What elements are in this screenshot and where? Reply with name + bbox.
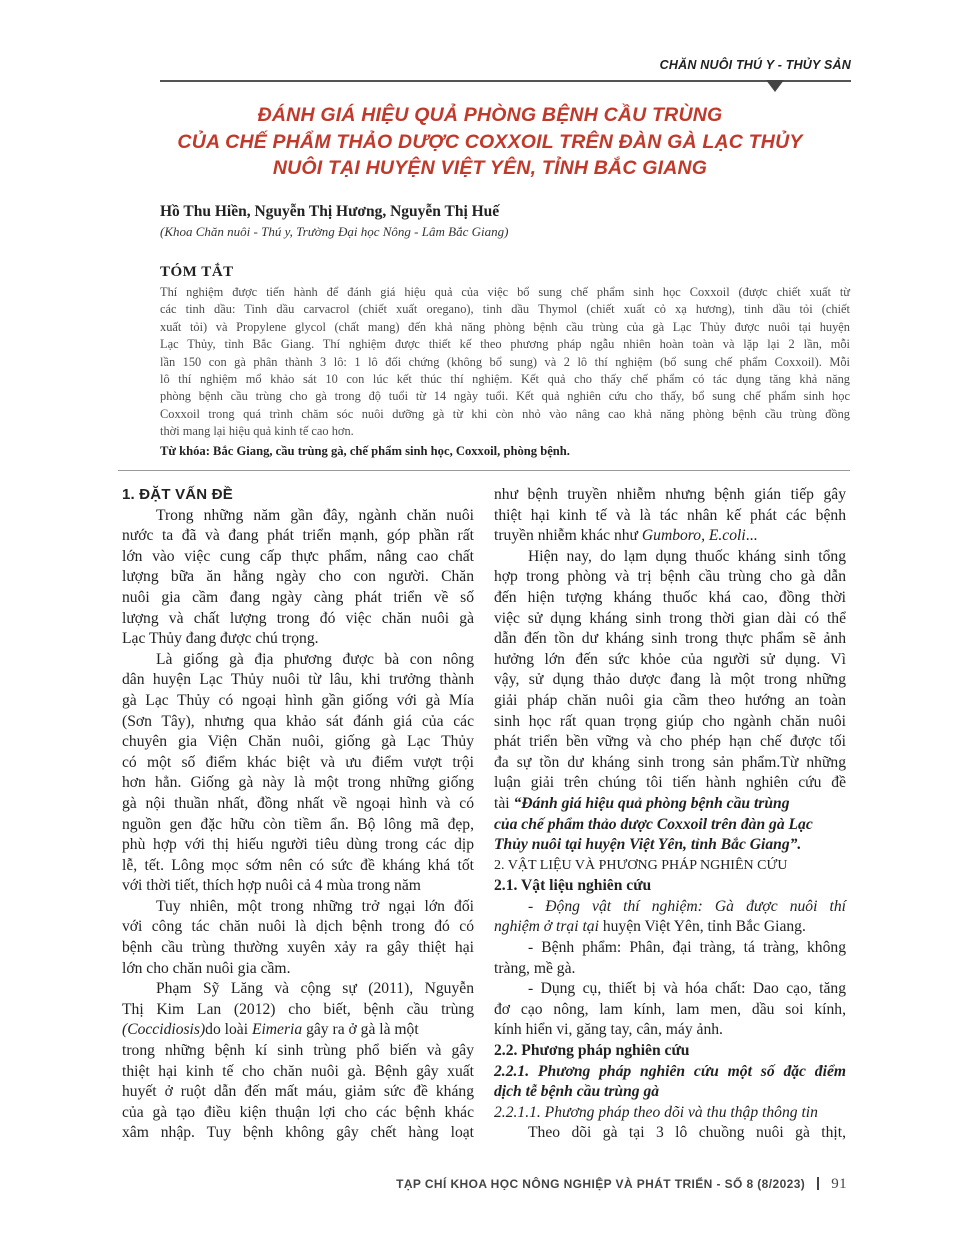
body-line: gà nội thuần nhất, đồng nhất về ngoại hình và có	[122, 794, 474, 812]
body-line: hợp trong phòng và trị bệnh cầu trùng cho gà dẫn	[494, 568, 846, 586]
abstract-divider	[118, 470, 850, 471]
text-run: ...	[745, 527, 758, 545]
body-line: với thời tiết, thích hợp nuôi cả 4 mùa trong năm	[122, 877, 421, 895]
body-line: đơ cạo nông, lam kính, lam men, dầu soi kính,	[494, 1000, 846, 1018]
study-title-quote: Thủy nuôi tại huyện Việt Yên, tỉnh Bắc Giang”.	[494, 836, 802, 854]
italic-term: Eimeria	[251, 1021, 303, 1039]
body-line: Trong những năm gần đây, ngành chăn nuôi	[156, 506, 474, 524]
body-line: xâm nhập. Tuy bệnh không gây chết hàng loạt	[122, 1124, 474, 1142]
body-line: thiệt hại kinh tế cho chăn nuôi gà. Bệnh gây xuất	[122, 1062, 474, 1080]
body-line: bệnh cầu trùng thường xuyên xảy ra gây thiệt hại	[122, 939, 474, 957]
body-line: lượng và chất lượng trong đó việc chăn nuôi gà	[122, 609, 474, 627]
study-title-quote: “Đánh giá hiệu quả phòng bệnh cầu trùng	[513, 794, 790, 812]
body-line: huyết ở ruột dẫn đến mất máu, giảm sức đề kháng	[122, 1083, 474, 1101]
abstract-line: lô thí nghiệm mổ khảo sát 10 con lúc kết thúc thí nghiệm. Kết quả cho thấy chế phẩm có tác dụng tăng khả năng	[160, 372, 850, 387]
italic-term: (Coccidiosis)	[122, 1021, 206, 1039]
body-line: đến hiện tượng kháng thuốc khá cao, đồng thời	[494, 588, 846, 606]
body-line: luận giải trên chúng tôi tiến hành nghiên cứu đề	[494, 774, 846, 792]
body-line: vậy, sử dụng thảo dược đang là một trong những	[494, 671, 846, 689]
body-line	[494, 526, 846, 547]
abstract-line: các tinh dầu: Tinh dầu carvacrol (chiết xuất oregano), tinh dầu Thymol (chiết xuất cỏ xạ hương), tinh dầu tỏi (chiết	[160, 302, 850, 317]
abstract-line: Coxxoil trong quá trình chăm sóc nuôi dưỡng gà từ khi còn nhỏ vào nâng cao khả năng phòng bệnh cầu trùng đồng	[160, 406, 850, 421]
body-line: thiệt hại kinh tế và là tác nhân kế phát các bệnh	[494, 506, 846, 524]
body-line: kính hiển vi, găng tay, cân, máy ảnh.	[494, 1021, 723, 1039]
body-line: có một số điểm khác biệt và ưu điểm vượt trội	[122, 753, 474, 771]
body-line	[494, 917, 846, 938]
abstract-line: Thí nghiệm được tiến hành để đánh giá hiệu quả của việc bổ sung chế phẩm sinh học Coxxoil (được chiết xuất từ	[160, 285, 850, 299]
author-list: Hồ Thu Hiền, Nguyễn Thị Hương, Nguyễn Thị Huế	[160, 203, 500, 220]
body-line: - Động vật thí nghiệm: Gà được nuôi thí	[528, 897, 846, 915]
body-line: (Sơn Tây), nhưng qua khảo sát đánh giá của các	[122, 712, 474, 730]
body-line: phù hợp với thị hiếu người tiêu dùng trong các dịp	[122, 836, 474, 854]
body-line: Theo dõi gà tại 3 lô chuồng nuôi gà thịt,	[528, 1124, 846, 1142]
page-footer	[396, 1176, 847, 1193]
body-line: - Bệnh phẩm: Phân, đại tràng, tá tràng, không	[528, 939, 846, 957]
subsection-heading-methods: 2.2. Phương pháp nghiên cứu	[494, 1042, 690, 1060]
footer-divider	[817, 1177, 819, 1190]
abstract-body	[160, 284, 850, 441]
section-heading-introduction: 1. ĐẶT VẤN ĐỀ	[122, 486, 233, 503]
section-heading-materials-methods: 2. VẬT LIỆU VÀ PHƯƠNG PHÁP NGHIÊN CỨU	[494, 857, 788, 873]
running-header-section: CHĂN NUÔI THÚ Y - THỦY SẢN	[659, 58, 851, 72]
body-line: với công tác chăn nuôi là dịch bệnh trong đó có	[122, 918, 474, 936]
body-line: việc sử dụng kháng sinh trong thời gian dài có thể	[494, 609, 846, 627]
body-line: sinh học rất quan trọng giúp cho ngành chăn nuôi	[494, 712, 846, 730]
page-number: 91	[831, 1176, 847, 1192]
body-line: dân huyện Lạc Thủy nuôi từ lâu, khi trưởng thành	[122, 671, 474, 689]
body-line: tràng, mề gà.	[494, 959, 576, 977]
italic-term: nghiệm ở trại tại	[494, 918, 599, 936]
keywords: Từ khóa: Bắc Giang, cầu trùng gà, chế phẩm sinh học, Coxxoil, phòng bệnh.	[160, 444, 570, 458]
body-line: Hiện nay, do lạm dụng thuốc kháng sinh tổng	[528, 547, 846, 565]
body-line: Thị Kim Lan (2012) cho biết, bệnh cầu trùng	[122, 1000, 474, 1018]
body-line: Là giống gà địa phương được bà con nông	[156, 650, 474, 668]
body-line: của gà tạo điều kiện thuận lợi cho các bệnh khác	[122, 1103, 474, 1121]
abstract-heading: TÓM TẮT	[160, 264, 234, 280]
body-line: lễ, tết. Lông mọc sớm nên có sức đề kháng khá tốt	[122, 856, 474, 874]
subsubsubsection-heading: 2.2.1.1. Phương pháp theo dõi và thu thập thông tin	[494, 1103, 818, 1121]
body-line: gà Lạc Thủy có ngoại hình gần giống với gà Mía	[122, 691, 474, 709]
text-run: tài	[494, 794, 514, 812]
body-line: chuyên gia Viện Chăn nuôi, giống gà Lạc Thủy	[122, 733, 474, 751]
text-run: truyền nhiễm khác như	[494, 527, 642, 545]
body-line: lớn vào việc cung cấp thực phẩm, nâng cao chất	[122, 547, 474, 565]
study-title-quote: của chế phẩm thảo dược Coxxoil trên đàn gà Lạc	[494, 815, 813, 833]
header-rule	[160, 80, 851, 82]
subsubsection-heading: 2.2.1. Phương pháp nghiên cứu một số đặc điểm	[494, 1062, 846, 1080]
title-line: ĐÁNH GIÁ HIỆU QUẢ PHÒNG BỆNH CẦU TRÙNG	[257, 104, 723, 126]
text-run: do loài	[205, 1021, 252, 1039]
body-line: dẫn đến tồn dư kháng sinh trong thực phẩm sẽ ảnh	[494, 630, 846, 648]
body-line: Lạc Thủy đang được chú trọng.	[122, 630, 319, 648]
body-line: hơn hẳn. Giống gà này là một trong những giống	[122, 774, 474, 792]
body-line: lớn cho chăn nuôi gia cầm.	[122, 959, 291, 977]
text-run: gây ra ở gà là một	[302, 1021, 419, 1039]
header-notch-marker	[766, 80, 784, 92]
title-line: NUÔI TẠI HUYỆN VIỆT YÊN, TỈNH BẮC GIANG	[272, 157, 708, 179]
journal-name: TẠP CHÍ KHOA HỌC NÔNG NGHIỆP VÀ PHÁT TRIỂN - SỐ 8 (8/2023)	[396, 1177, 806, 1191]
body-line: lượng bữa ăn hằng ngày cho con người. Chăn	[122, 568, 474, 586]
italic-term: Gumboro, E.coli	[641, 527, 746, 545]
body-line	[494, 794, 846, 815]
text-run: huyện Việt Yên, tỉnh Bắc Giang.	[598, 918, 806, 936]
body-line	[122, 1020, 474, 1041]
abstract-line: thời mang lại hiệu quả kinh tế cao hơn.	[160, 424, 354, 439]
body-line: nước ta đã và đang phát triển mạnh, góp phần rất	[122, 527, 474, 545]
body-line: - Dụng cụ, thiết bị và hóa chất: Dao cạo, tăng	[528, 980, 846, 998]
body-line: Tuy nhiên, một trong những trở ngại lớn đối	[156, 897, 474, 915]
abstract-line: Lạc Thủy, tỉnh Bắc Giang. Thí nghiệm được thiết kế theo phương pháp ngẫu nhiên hoàn toàn và lặp lại 2 lần, mỗi	[160, 337, 850, 352]
body-line: nuôi gia cầm đang ngày càng phát triển về số	[122, 588, 474, 606]
subsubsection-heading: dịch tễ bệnh cầu trùng gà	[494, 1083, 660, 1101]
body-line: nguồn gen đặc hữu còn tiềm ẩn. Bộ lông mã đẹp,	[122, 815, 474, 833]
abstract-line: xuất tỏi) và Propylene glycol (chất mang) đến khả năng phòng bệnh cầu trùng của gà Lạc Thủy được nuôi tại huyện	[160, 319, 850, 334]
body-line: hưởng lớn đến sức khỏe của người sử dụng. Vì	[494, 650, 846, 668]
abstract-line: lần 150 con gà phân thành 3 lô: 1 lô đối chứng (không bổ sung) và 2 lô thí nghiệm (bổ sung chế phẩm Coxxoil). Mỗi	[160, 354, 850, 369]
body-line: như bệnh truyền nhiễm nhưng bệnh gián tiếp gây	[494, 486, 846, 503]
right-column	[494, 485, 846, 1144]
body-line: đa sự tồn dư kháng sinh trong sản phẩm.Từ những	[494, 753, 846, 771]
article-title	[120, 102, 860, 182]
body-line: trong những bệnh kí sinh trùng phổ biến và gây	[122, 1042, 474, 1060]
subsection-heading-materials: 2.1. Vật liệu nghiên cứu	[494, 877, 652, 895]
title-line: CỦA CHẾ PHẨM THẢO DƯỢC COXXOIL TRÊN ĐÀN GÀ LẠC THỦY	[177, 130, 803, 153]
body-line: giải pháp chăn nuôi gia cầm theo hướng an toàn	[494, 691, 846, 709]
abstract-line: phòng bệnh cầu trùng cho gà trong độ tuổi từ 14 ngày tuổi. Kết quả nghiên cứu cho thấy, bổ sung chế phẩm sinh học	[160, 389, 850, 404]
left-column	[122, 485, 474, 1144]
body-line: Phạm Sỹ Lăng và cộng sự (2011), Nguyễn	[156, 980, 474, 998]
body-line: phát triển bền vững và cho phép hạn chế được tối	[494, 733, 846, 751]
author-affiliation: (Khoa Chăn nuôi - Thú y, Trường Đại học Nông - Lâm Bắc Giang)	[160, 224, 509, 239]
